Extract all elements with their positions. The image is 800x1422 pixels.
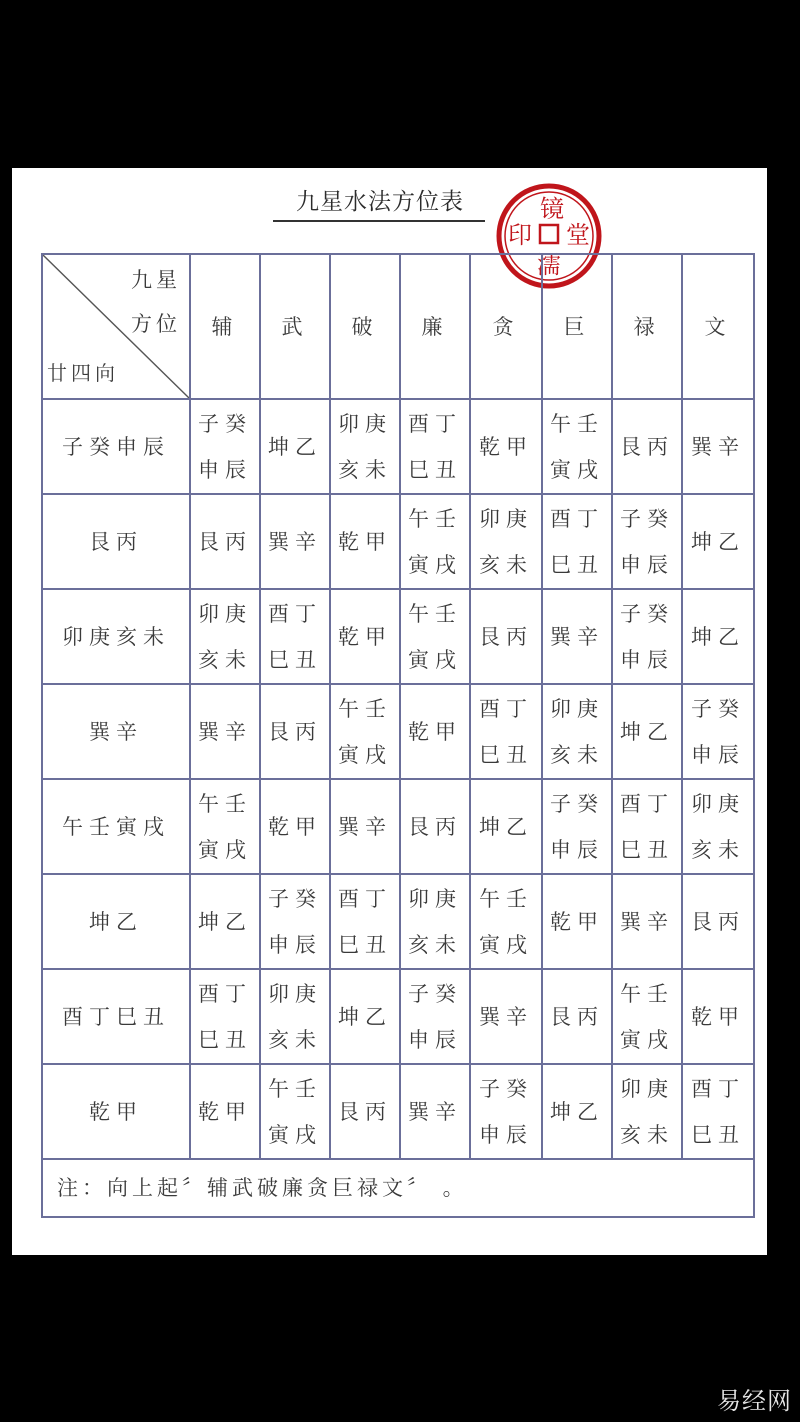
table-cell [400, 874, 470, 969]
seal-char-3: 印 [508, 221, 532, 249]
table-cell [260, 399, 330, 494]
cell-text: 寅戌 [479, 932, 533, 957]
table-cell [470, 684, 542, 779]
cell-text: 子癸 [550, 791, 604, 816]
cell-text: 酉丁 [338, 886, 392, 911]
cell-text: 乾甲 [268, 814, 322, 839]
cell-text: 寅戌 [268, 1122, 322, 1147]
seal-char-2: 堂 [566, 221, 590, 249]
corner-label-direction: 廿四向 [47, 361, 119, 385]
cell-text: 巳丑 [691, 1122, 745, 1147]
table-row [42, 399, 754, 494]
title-underline [273, 220, 485, 222]
cell-text: 亥未 [408, 932, 462, 957]
cell-text: 午壬 [479, 886, 533, 911]
cell-text: 巽辛 [550, 624, 604, 649]
cell-text: 子癸 [620, 506, 674, 531]
column-header: 文 [682, 254, 754, 399]
table-cell [190, 684, 260, 779]
column-header: 辅 [190, 254, 260, 399]
cell-text: 午壬 [338, 696, 392, 721]
cell-text: 巽辛 [198, 719, 252, 744]
cell-text: 艮丙 [691, 909, 745, 934]
cell-text: 巽辛 [408, 1099, 462, 1124]
cell-text: 坤乙 [550, 1099, 604, 1124]
cell-text: 午壬 [198, 791, 252, 816]
table-cell [260, 779, 330, 874]
column-header: 巨 [542, 254, 612, 399]
cell-text: 巽辛 [268, 529, 322, 554]
cell-text: 卯庚 [198, 601, 252, 626]
cell-text: 巽辛 [620, 909, 674, 934]
cell-text: 艮丙 [479, 624, 533, 649]
table-cell [682, 494, 754, 589]
cell-text: 亥未 [198, 647, 252, 672]
cell-text: 酉丁 [408, 411, 462, 436]
table-cell [400, 589, 470, 684]
cell-text: 亥未 [691, 837, 745, 862]
cell-text: 巳丑 [620, 837, 674, 862]
cell-text: 乾甲 [338, 624, 392, 649]
cell-text: 亥未 [620, 1122, 674, 1147]
table-cell [190, 779, 260, 874]
table-cell [612, 874, 682, 969]
cell-text: 坤乙 [691, 624, 745, 649]
corner-label-position: 方位 [131, 312, 181, 336]
cell-text: 子癸 [408, 981, 462, 1006]
table-cell [682, 684, 754, 779]
table-cell [260, 969, 330, 1064]
cell-text: 卯庚 [338, 411, 392, 436]
table-cell [260, 684, 330, 779]
table-cell [190, 589, 260, 684]
cell-text: 寅戌 [408, 647, 462, 672]
cell-text: 艮丙 [338, 1099, 392, 1124]
table-cell [190, 1064, 260, 1159]
table-cell [260, 589, 330, 684]
table-note: 注：向上起〞辅武破廉贪巨禄文〞 。 [42, 1159, 754, 1217]
table-cell [612, 779, 682, 874]
table-cell [470, 779, 542, 874]
cell-text: 酉丁 [268, 601, 322, 626]
cell-text: 坤乙 [479, 814, 533, 839]
table-cell [542, 589, 612, 684]
cell-text: 午壬 [620, 981, 674, 1006]
table-cell [682, 779, 754, 874]
table-cell [470, 874, 542, 969]
table-cell [400, 494, 470, 589]
cell-text: 艮丙 [408, 814, 462, 839]
column-header: 禄 [612, 254, 682, 399]
corner-header-cell [42, 254, 190, 399]
cell-text: 午壬 [408, 601, 462, 626]
header-row [42, 254, 754, 399]
cell-text: 巽辛 [479, 1004, 533, 1029]
cell-text: 申辰 [268, 932, 322, 957]
cell-text: 卯庚 [268, 981, 322, 1006]
cell-text: 酉丁 [620, 791, 674, 816]
table-cell [542, 399, 612, 494]
column-header: 破 [330, 254, 400, 399]
cell-text: 乾甲 [198, 1099, 252, 1124]
table-cell [330, 494, 400, 589]
table-cell [682, 874, 754, 969]
cell-text: 寅戌 [338, 742, 392, 767]
table-cell [330, 399, 400, 494]
cell-text: 酉丁 [691, 1076, 745, 1101]
cell-text: 巳丑 [479, 742, 533, 767]
cell-text: 午壬 [550, 411, 604, 436]
table-cell [470, 399, 542, 494]
table-row [42, 969, 754, 1064]
nine-star-table [41, 253, 755, 1218]
table-cell [612, 494, 682, 589]
corner-label-star: 九星 [131, 268, 181, 292]
row-label: 巽辛 [42, 684, 190, 779]
cell-text: 申辰 [691, 742, 745, 767]
table-cell [470, 1064, 542, 1159]
cell-text: 寅戌 [198, 837, 252, 862]
cell-text: 亥未 [338, 457, 392, 482]
row-label: 午壬寅戌 [42, 779, 190, 874]
cell-text: 艮丙 [198, 529, 252, 554]
table-cell [682, 589, 754, 684]
table-cell [682, 399, 754, 494]
table-cell [682, 1064, 754, 1159]
cell-text: 坤乙 [691, 529, 745, 554]
column-header: 廉 [400, 254, 470, 399]
cell-text: 卯庚 [479, 506, 533, 531]
cell-text: 坤乙 [198, 909, 252, 934]
table-cell [190, 969, 260, 1064]
cell-text: 子癸 [479, 1076, 533, 1101]
row-label: 艮丙 [42, 494, 190, 589]
cell-text: 巽辛 [338, 814, 392, 839]
cell-text: 酉丁 [198, 981, 252, 1006]
table-cell [260, 494, 330, 589]
cell-text: 午壬 [268, 1076, 322, 1101]
cell-text: 坤乙 [620, 719, 674, 744]
note-row [42, 1159, 754, 1217]
cell-text: 申辰 [620, 552, 674, 577]
cell-text: 申辰 [198, 457, 252, 482]
row-label: 子癸申辰 [42, 399, 190, 494]
table-cell [330, 874, 400, 969]
table-cell [542, 969, 612, 1064]
cell-text: 子癸 [268, 886, 322, 911]
table-row [42, 874, 754, 969]
cell-text: 巳丑 [408, 457, 462, 482]
cell-text: 申辰 [479, 1122, 533, 1147]
cell-text: 午壬 [408, 506, 462, 531]
table-row [42, 589, 754, 684]
table-cell [612, 399, 682, 494]
table-row [42, 1064, 754, 1159]
table-cell [470, 969, 542, 1064]
table-cell [542, 874, 612, 969]
site-watermark: 易经网 [717, 1387, 792, 1415]
table-cell [612, 684, 682, 779]
table-cell [330, 1064, 400, 1159]
table-cell [190, 494, 260, 589]
table-cell [260, 1064, 330, 1159]
row-label: 卯庚亥未 [42, 589, 190, 684]
table-cell [542, 684, 612, 779]
table-cell [330, 684, 400, 779]
table-cell [682, 969, 754, 1064]
table-cell [542, 494, 612, 589]
cell-text: 申辰 [620, 647, 674, 672]
cell-text: 卯庚 [691, 791, 745, 816]
table-title: 九星水法方位表 [296, 189, 464, 215]
table-cell [190, 874, 260, 969]
table-cell [612, 1064, 682, 1159]
cell-text: 亥未 [550, 742, 604, 767]
cell-text: 巽辛 [691, 434, 745, 459]
table-cell [330, 779, 400, 874]
cell-text: 亥未 [479, 552, 533, 577]
cell-text: 乾甲 [479, 434, 533, 459]
table-cell [542, 779, 612, 874]
cell-text: 坤乙 [338, 1004, 392, 1029]
cell-text: 申辰 [408, 1027, 462, 1052]
table-cell [470, 494, 542, 589]
seal-char-4: 濡 [537, 251, 561, 279]
row-label: 酉丁巳丑 [42, 969, 190, 1064]
table-cell [400, 399, 470, 494]
cell-text: 子癸 [620, 601, 674, 626]
cell-text: 申辰 [550, 837, 604, 862]
table-cell [470, 589, 542, 684]
table-row [42, 494, 754, 589]
table-cell [400, 1064, 470, 1159]
table-cell [400, 969, 470, 1064]
cell-text: 子癸 [691, 696, 745, 721]
cell-text: 乾甲 [338, 529, 392, 554]
cell-text: 亥未 [268, 1027, 322, 1052]
cell-text: 酉丁 [550, 506, 604, 531]
cell-text: 艮丙 [550, 1004, 604, 1029]
table-cell [612, 589, 682, 684]
cell-text: 巳丑 [268, 647, 322, 672]
cell-text: 子癸 [198, 411, 252, 436]
cell-text: 巳丑 [550, 552, 604, 577]
cell-text: 巳丑 [198, 1027, 252, 1052]
table-cell [542, 1064, 612, 1159]
cell-text: 乾甲 [691, 1004, 745, 1029]
column-header: 贪 [470, 254, 542, 399]
cell-text: 寅戌 [408, 552, 462, 577]
cell-text: 巳丑 [338, 932, 392, 957]
cell-text: 酉丁 [479, 696, 533, 721]
cell-text: 卯庚 [408, 886, 462, 911]
seal-char-1: 镜 [540, 195, 564, 223]
table-cell [190, 399, 260, 494]
table-cell [330, 589, 400, 684]
cell-text: 乾甲 [550, 909, 604, 934]
table-cell [612, 969, 682, 1064]
cell-text: 艮丙 [268, 719, 322, 744]
column-header: 武 [260, 254, 330, 399]
table-cell [400, 684, 470, 779]
table-cell [400, 779, 470, 874]
cell-text: 坤乙 [268, 434, 322, 459]
table-cell [260, 874, 330, 969]
table-row [42, 779, 754, 874]
cell-text: 卯庚 [550, 696, 604, 721]
cell-text: 卯庚 [620, 1076, 674, 1101]
cell-text: 寅戌 [550, 457, 604, 482]
cell-text: 乾甲 [408, 719, 462, 744]
cell-text: 艮丙 [620, 434, 674, 459]
row-label: 乾甲 [42, 1064, 190, 1159]
table-row [42, 684, 754, 779]
table-cell [330, 969, 400, 1064]
cell-text: 寅戌 [620, 1027, 674, 1052]
row-label: 坤乙 [42, 874, 190, 969]
